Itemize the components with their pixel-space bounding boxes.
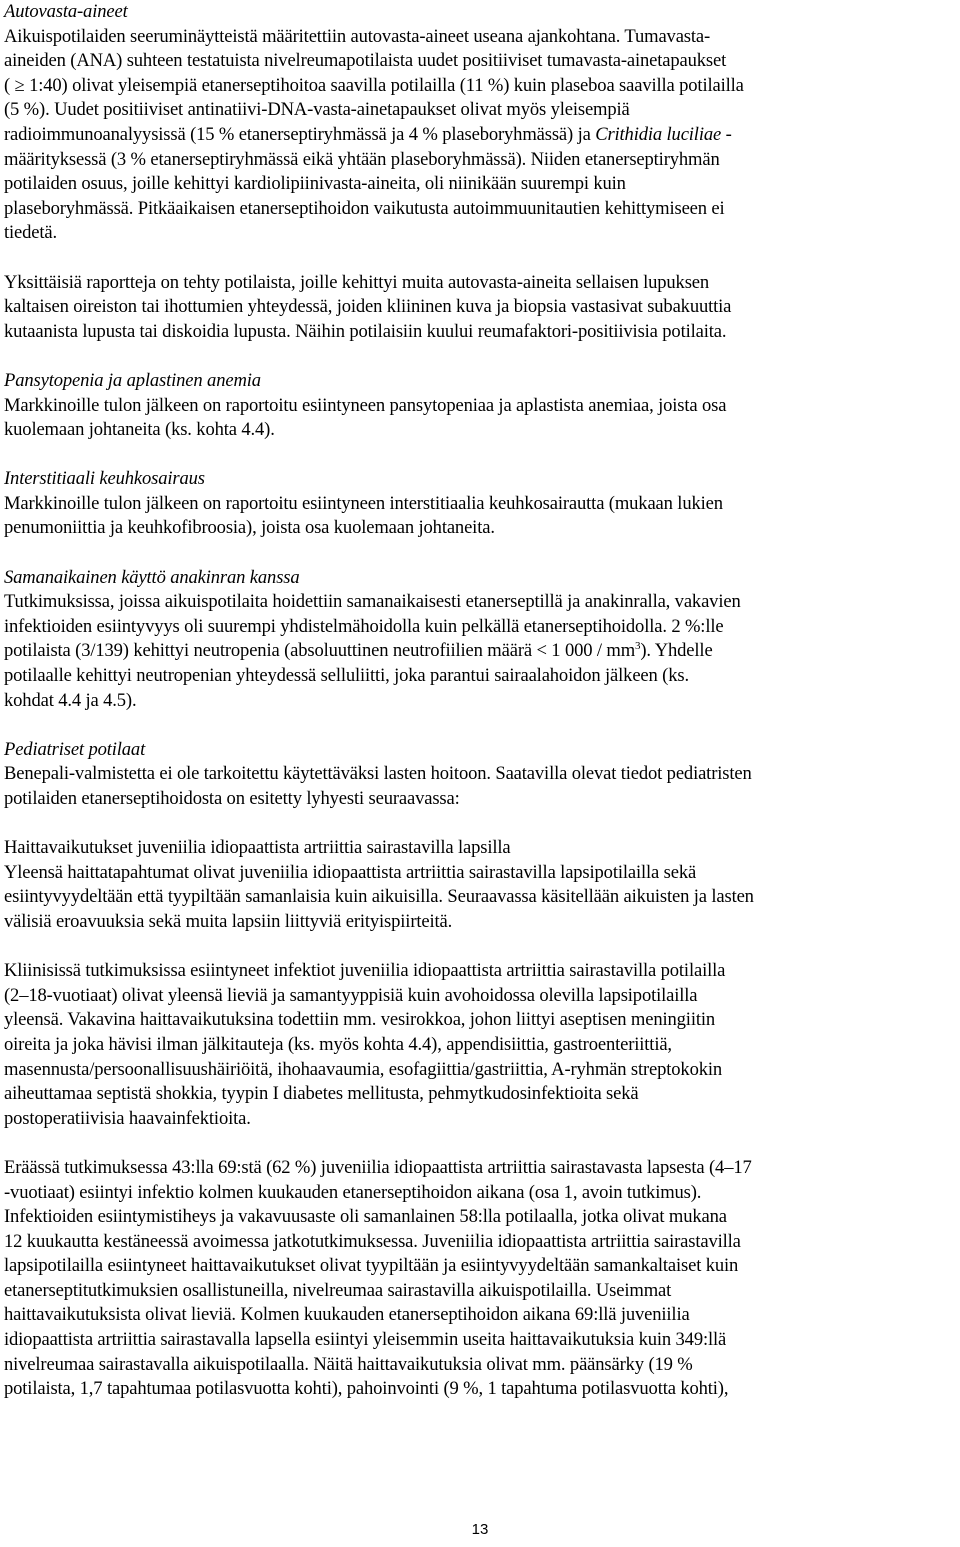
- section-anakinra: [4, 566, 958, 714]
- text-line: (2–18-vuotiaat) olivat yleensä lieviä ja samantyyppisiä kuin avohoidossa olevilla lapsipotilailla: [4, 984, 698, 1006]
- italic-species-name: Crithidia luciliae: [595, 123, 722, 145]
- section-heading: Pediatriset potilaat: [4, 738, 146, 760]
- section-pansytopenia: [4, 369, 958, 443]
- superscript: 3: [635, 640, 641, 653]
- text-line: Yksittäisiä raportteja on tehty potilaista, joille kehittyi muita autovasta-aineita sellaisen lupuksen: [4, 271, 710, 293]
- text-line: määrityksessä (3 % etanerseptiryhmässä eikä yhtään plaseboryhmässä). Niiden etanerseptiryhmän: [4, 148, 720, 170]
- text-line: etanerseptitutkimuksien osallistuneilla, nivelreumaa sairastavilla aikuispotilailla. Useimmat: [4, 1279, 672, 1301]
- paragraph-haittavaikutukset: [4, 836, 958, 934]
- text-line: esiintyvyydeltään että tyypiltään samanlaisia kuin aikuisilla. Seuraavassa käsitellään aikuisten ja lasten: [4, 886, 754, 908]
- text-line: Infektioiden esiintymistiheys ja vakavuusaste oli samanlainen 58:lla potilaalla, jotka olivat mukana: [4, 1206, 727, 1228]
- section-heading: Pansytopenia ja aplastinen anemia: [4, 369, 261, 391]
- text-fragment: ). Yhdelle: [640, 640, 713, 662]
- text-line: infektioiden esiintyvyys oli suurempi yhdistelmähoidolla kuin pelkällä etanerseptihoidolla. 2 %:lle: [4, 615, 724, 637]
- section-autovasta: [4, 0, 958, 246]
- text-line: Kliinisissä tutkimuksissa esiintyneet infektiot juveniilia idiopaattista artriittia sairastavilla potilailla: [4, 960, 726, 982]
- text-line: Tutkimuksissa, joissa aikuispotilaita hoidettiin samanaikaisesti etanerseptillä ja anakinralla, vakavien: [4, 591, 741, 613]
- text-line: tiedetä.: [4, 222, 58, 244]
- text-line: Aikuispotilaiden seeruminäytteistä määritettiin autovasta-aineet useana ajankohtana. Tumavasta-: [4, 25, 711, 47]
- text-line: masennusta/persoonallisuushäiriöitä, ihohaavaumia, esofagiittia/gastriittia, A-ryhmän streptokokin: [4, 1058, 723, 1080]
- paragraph-tutkimus: [4, 1156, 958, 1402]
- section-pediatriset: [4, 738, 958, 812]
- text-line: yleensä. Vakavina haittavaikutuksina todettiin mm. vesirokkoa, johon liittyi aseptisen meningiitin: [4, 1009, 716, 1031]
- text-line: ( ≥ 1:40) olivat yleisempiä etanerseptihoitoa saavilla potilailla (11 %) kuin plaseboa saavilla potilailla: [4, 74, 744, 96]
- text-line: Eräässä tutkimuksessa 43:lla 69:stä (62 %) juveniilia idiopaattista artriittia sairastavasta lapsesta (4–17: [4, 1156, 752, 1178]
- subheading: Haittavaikutukset juveniilia idiopaattista artriittia sairastavilla lapsilla: [4, 837, 511, 859]
- text-line: potilaalle kehittyi neutropenian yhteydessä selluliitti, joka parantui sairaalahoidon jälkeen (ks.: [4, 665, 689, 687]
- paragraph-infektiot: [4, 959, 958, 1131]
- section-heading: Autovasta-aineet: [4, 1, 128, 22]
- section-heading: Samanaikainen käyttö anakinran kanssa: [4, 566, 300, 588]
- text-line: aiheuttamaa septistä shokkia, tyypin I diabetes mellitusta, pehmytkudosinfektioita sekä: [4, 1083, 639, 1105]
- text-fragment: radioimmunoanalyysissä (15 % etanerseptiryhmässä ja 4 % plaseboryhmässä) ja: [4, 123, 596, 145]
- text-line-with-superscript: [4, 639, 958, 664]
- text-line: Markkinoille tulon jälkeen on raportoitu esiintyneen interstitiaalia keuhkosairautta (mukaan lukien: [4, 492, 723, 514]
- text-line: idiopaattista artriittia sairastavalla lapsella esiintyi yleisemmin useita haittavaikutuksia kuin 349:llä: [4, 1329, 727, 1351]
- text-line: välisiä eroavuuksia sekä muita lapsiin liittyviä erityispiirteitä.: [4, 910, 453, 932]
- text-line-with-italic: [4, 123, 958, 148]
- text-line: postoperatiivisia haavainfektioita.: [4, 1107, 251, 1129]
- text-line: lapsipotilailla esiintyneet haittavaikutukset olivat tyypiltään ja esiintyvyydeltään samankaltaiset kuin: [4, 1255, 739, 1277]
- text-line: 12 kuukautta kestäneessä avoimessa jatkotutkimuksessa. Juveniilia idiopaattista artriittia sairastavilla: [4, 1230, 741, 1252]
- text-line: haittavaikutuksista olivat lieviä. Kolmen kuukauden etanerseptihoidon aikana 69:llä juveniilia: [4, 1304, 690, 1326]
- text-line: penumoniittia ja keuhkofibroosia), joista osa kuolemaan johtaneita.: [4, 517, 495, 539]
- text-line: (5 %). Uudet positiiviset antinatiivi-DNA-vasta-ainetapaukset olivat myös yleisempiä: [4, 99, 630, 121]
- document-page: [4, 0, 958, 1402]
- section-keuhkosairaus: [4, 467, 958, 541]
- text-fragment: potilaista (3/139) kehittyi neutropenia (absoluuttinen neutrofiilien määrä < 1 000 / mm: [4, 640, 636, 662]
- text-line: Markkinoille tulon jälkeen on raportoitu esiintyneen pansytopeniaa ja aplastista anemiaa, joista osa: [4, 394, 727, 416]
- text-line: -vuotiaat) esiintyi infektio kolmen kuukauden etanerseptihoidon aikana (osa 1, avoin tutkimus).: [4, 1181, 702, 1203]
- text-line: potilaiden etanerseptihoidosta on esitetty lyhyesti seuraavassa:: [4, 788, 460, 809]
- text-line: oireita ja joka hävisi ilman jälkitauteja (ks. myös kohta 4.4), appendisiittia, gastroenteriittiä,: [4, 1033, 672, 1055]
- text-line: kaltaisen oireiston tai ihottumien yhteydessä, joiden kliininen kuva ja biopsia vastasivat subakuuttia: [4, 296, 732, 318]
- text-line: aineiden (ANA) suhteen testatuista nivelreumapotilaista uudet positiiviset tumavasta-ainetapaukset: [4, 50, 727, 72]
- page-number: 13: [471, 1521, 489, 1538]
- text-line: Benepali-valmistetta ei ole tarkoitettu käytettäväksi lasten hoitoon. Saatavilla olevat tiedot pediatristen: [4, 763, 752, 785]
- text-line: potilaiden osuus, joille kehittyi kardiolipiinivasta-aineita, oli niinikään suurempi kuin: [4, 173, 626, 195]
- text-line: nivelreumaa sairastavalla aikuispotilaalla. Näitä haittavaikutuksia olivat mm. päänsärky (19 %: [4, 1353, 693, 1375]
- text-fragment: -: [721, 123, 732, 145]
- paragraph-lupus: [4, 271, 958, 345]
- text-line: plaseboryhmässä. Pitkäaikaisen etanerseptihoidon vaikutusta autoimmuunitautien kehittymiseen ei: [4, 197, 725, 219]
- text-line: kuolemaan johtaneita (ks. kohta 4.4).: [4, 419, 275, 441]
- section-heading: Interstitiaali keuhkosairaus: [4, 468, 205, 490]
- text-line: kohdat 4.4 ja 4.5).: [4, 689, 137, 711]
- text-line: Yleensä haittatapahtumat olivat juveniilia idiopaattista artriittia sairastavilla lapsipotilailla sekä: [4, 861, 697, 883]
- text-line: potilaista, 1,7 tapahtumaa potilasvuotta kohti), pahoinvointi (9 %, 1 tapahtuma potilasvuotta kohti),: [4, 1378, 729, 1400]
- text-line: kutaanista lupusta tai diskoidia lupusta. Näihin potilaisiin kuului reumafaktori-positiivisia potilaita.: [4, 320, 727, 342]
